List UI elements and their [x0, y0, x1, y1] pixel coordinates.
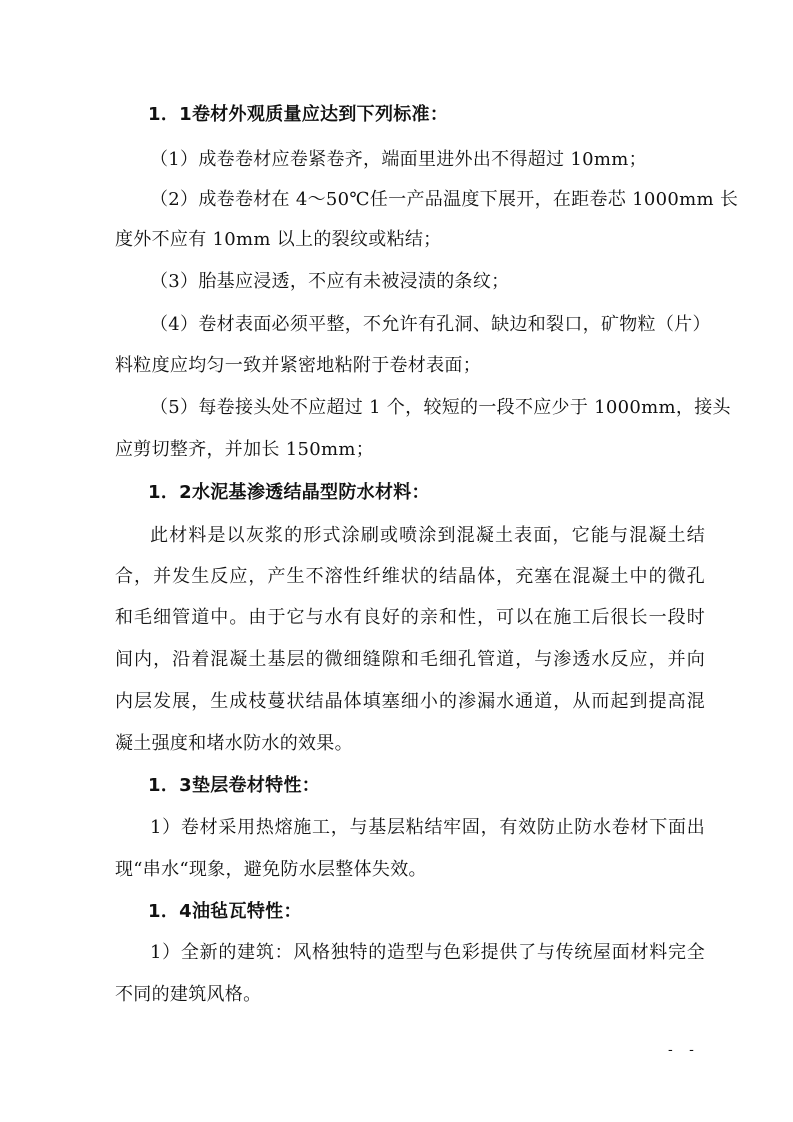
paragraph-line: （2）成卷卷材在 4～50℃任一产品温度下展开，在距卷芯 1000mm 长 [150, 189, 739, 210]
paragraph-line: 应剪切整齐，并加长 150mm； [115, 439, 375, 460]
paragraph-line: 内层发展，生成枝蔓状结晶体填塞细小的渗漏水通道，从而起到提高混 [115, 691, 705, 712]
paragraph-line: （1）成卷卷材应卷紧卷齐，端面里进外出不得超过 10mm； [150, 149, 647, 170]
paragraph-line: 合，并发生反应，产生不溶性纤维状的结晶体，充塞在混凝土中的微孔 [115, 566, 705, 587]
paragraph-line: 度外不应有 10mm 以上的裂纹或粘结； [115, 229, 442, 250]
page-footer: - - [668, 1042, 700, 1058]
section-heading: 1．2水泥基渗透结晶型防水材料： [148, 482, 430, 503]
paragraph-line: （5）每卷接头处不应超过 1 个，较短的一段不应少于 1000mm，接头 [150, 397, 731, 418]
section-heading: 1．3垫层卷材特性： [148, 775, 321, 796]
paragraph-line: （3）胎基应浸透，不应有未被浸渍的条纹； [150, 271, 510, 292]
section-heading: 1．1卷材外观质量应达到下列标准： [148, 104, 449, 125]
paragraph-line: 凝土强度和堵水防水的效果。 [115, 733, 353, 754]
paragraph-line: 不同的建筑风格。 [115, 984, 262, 1005]
paragraph-line: 此材料是以灰浆的形式涂刷或喷涂到混凝土表面，它能与混凝土结 [150, 525, 705, 546]
paragraph-line: 间内，沿着混凝土基层的微细缝隙和毛细孔管道，与渗透水反应，并向 [115, 649, 705, 670]
paragraph-line: 和毛细管道中。由于它与水有良好的亲和性，可以在施工后很长一段时 [115, 607, 705, 628]
section-heading: 1．4油毡瓦特性： [148, 901, 302, 922]
paragraph-line: 1）卷材采用热熔施工，与基层粘结牢固，有效防止防水卷材下面出 [150, 817, 705, 838]
paragraph-line: （4）卷材表面必须平整，不允许有孔洞、缺边和裂口，矿物粒（片） [150, 314, 711, 335]
paragraph-line: 1）全新的建筑：风格独特的造型与色彩提供了与传统屋面材料完全 [150, 942, 705, 963]
paragraph-line: 料粒度应均匀一致并紧密地粘附于卷材表面； [115, 355, 481, 376]
paragraph-line: 现“串水“现象，避免防水层整体失效。 [115, 859, 427, 880]
